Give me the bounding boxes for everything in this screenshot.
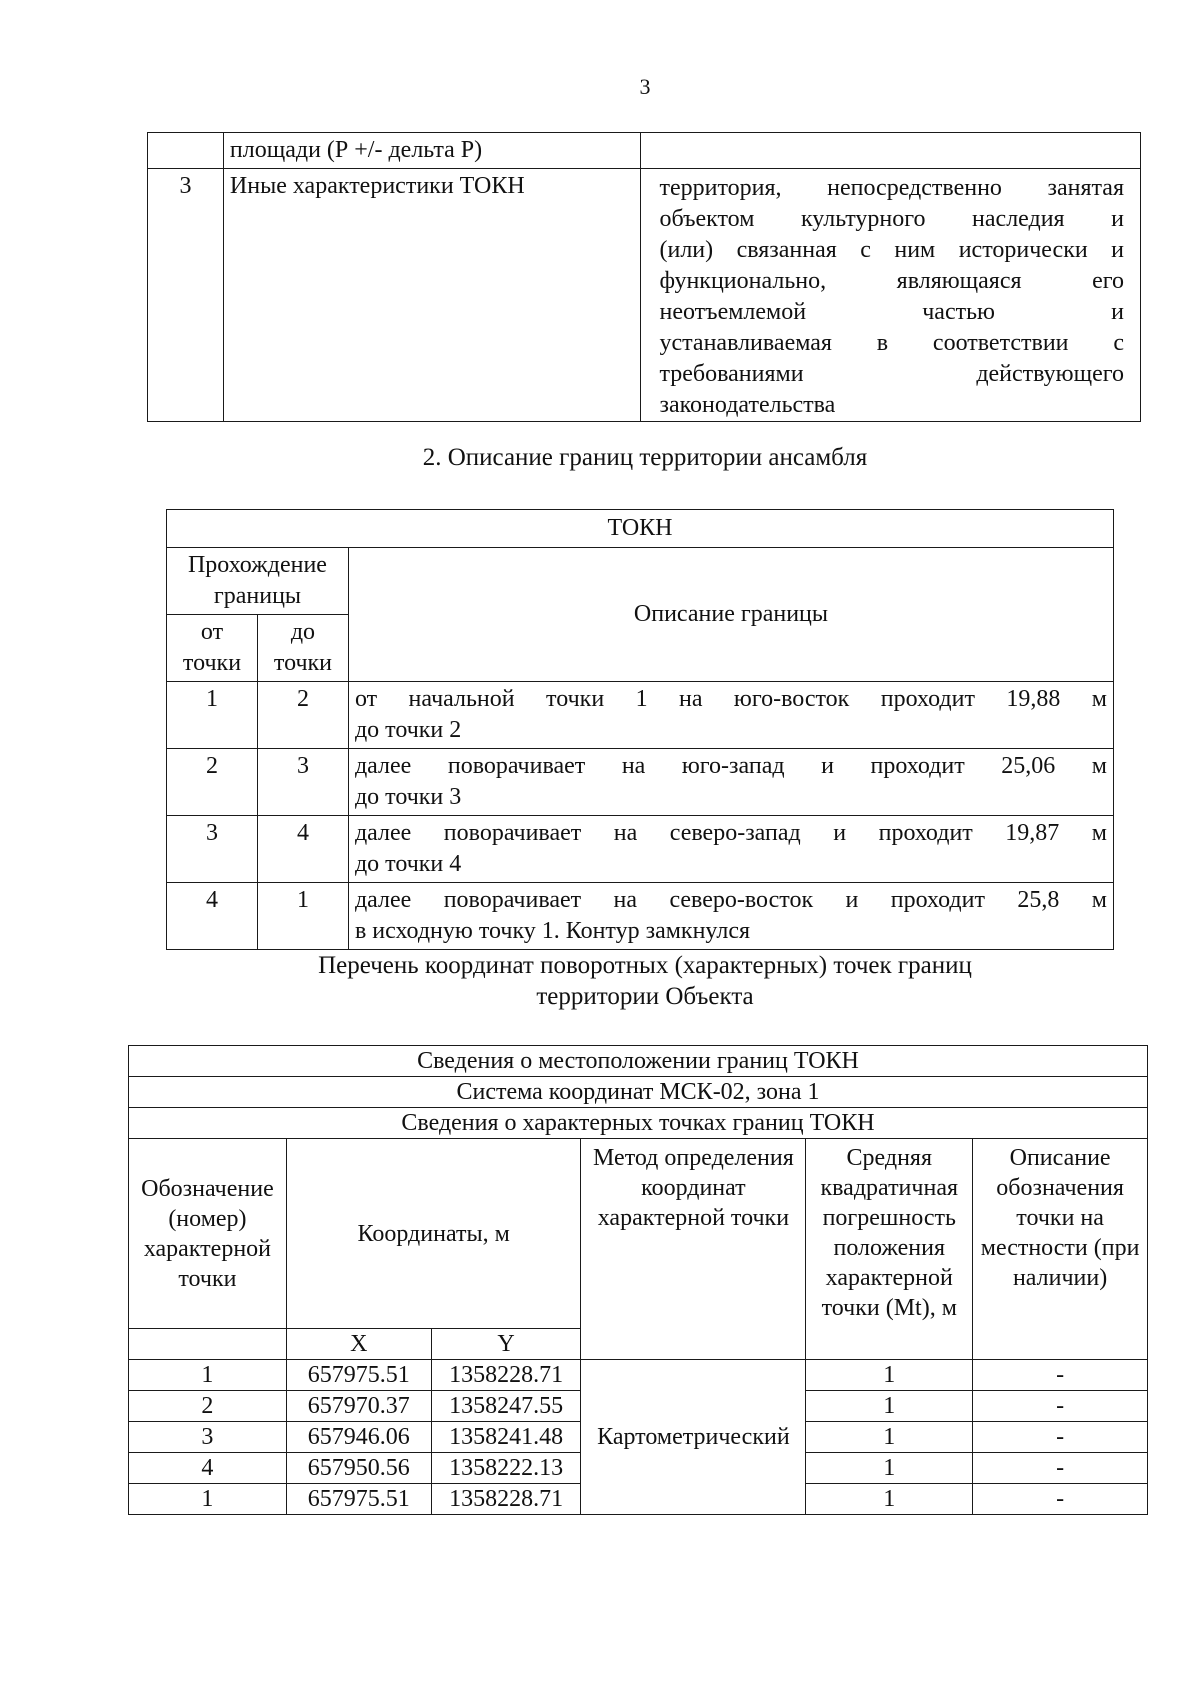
table-row [167, 883, 1114, 950]
table-row [148, 133, 1141, 169]
row-name: Иные характеристики ТОКН [223, 169, 641, 422]
value-line: законодательства [659, 392, 836, 418]
section-title: 2. Описание границ территории ансамбля [422, 444, 868, 471]
table-row [167, 510, 1114, 548]
point-from: 2 [167, 749, 258, 816]
point-desc: - [973, 1391, 1148, 1422]
boundary-desc [348, 816, 1113, 883]
row-number: 3 [148, 169, 224, 422]
point-from: 4 [167, 883, 258, 950]
page-number: 3 [639, 74, 651, 99]
row-value [641, 169, 1141, 422]
coord-y: 1358228.71 [431, 1484, 581, 1515]
coord-x: 657946.06 [286, 1422, 431, 1453]
desc-line: до точки 3 [354, 784, 462, 810]
header-pass: Прохождение границы [167, 548, 349, 615]
row-value [641, 133, 1141, 169]
coords-title-line: территории Объекта [536, 983, 754, 1010]
table-row [167, 548, 1114, 615]
point-from: 1 [167, 682, 258, 749]
point-number: 1 [129, 1484, 287, 1515]
point-from: 3 [167, 816, 258, 883]
value-line: объектом культурного наследия и [659, 206, 1124, 232]
desc-line: далее поворачивает на северо-запад и проходит 19,87 м [354, 820, 1107, 846]
point-number: 1 [129, 1360, 287, 1391]
coord-y: 1358241.48 [431, 1422, 581, 1453]
table-subtitle: Система координат МСК-02, зона 1 [129, 1077, 1148, 1108]
coord-y: 1358222.13 [431, 1453, 581, 1484]
table-row [129, 1108, 1148, 1139]
header-empty [129, 1329, 287, 1360]
table-row [129, 1046, 1148, 1077]
table-row [129, 1139, 1148, 1329]
point-desc: - [973, 1360, 1148, 1391]
coord-x: 657950.56 [286, 1453, 431, 1484]
header-designation: Обозначение (номер) характерной точки [129, 1139, 287, 1329]
table-row [148, 169, 1141, 422]
point-desc: - [973, 1422, 1148, 1453]
table-row [167, 682, 1114, 749]
table-row [167, 749, 1114, 816]
header-desc: Описание границы [348, 548, 1113, 682]
header-from: от точки [167, 615, 258, 682]
coord-x: 657975.51 [286, 1484, 431, 1515]
value-line: территория, непосредственно занятая [659, 175, 1124, 201]
boundary-description-table [166, 509, 1114, 950]
table-title: ТОКН [167, 510, 1114, 548]
desc-line: от начальной точки 1 на юго-восток проходит 19,88 м [354, 686, 1107, 712]
coord-x: 657975.51 [286, 1360, 431, 1391]
value-line: требованиями действующего [659, 361, 1124, 387]
header-error: Средняя квадратичная погрешность положения характерной точки (Mt), м [806, 1139, 973, 1360]
point-to: 1 [257, 883, 348, 950]
point-number: 4 [129, 1453, 287, 1484]
boundary-desc [348, 682, 1113, 749]
coordinates-table [128, 1045, 1148, 1515]
point-number: 3 [129, 1422, 287, 1453]
table-row [167, 816, 1114, 883]
row-number [148, 133, 224, 169]
point-to: 3 [257, 749, 348, 816]
coord-y: 1358247.55 [431, 1391, 581, 1422]
coords-title [0, 950, 1200, 1012]
header-description: Описание обозначения точки на местности (при наличии) [973, 1139, 1148, 1360]
header-y: Y [431, 1329, 581, 1360]
header-x: X [286, 1329, 431, 1360]
table-row [129, 1360, 1148, 1391]
mt-value: 1 [806, 1391, 973, 1422]
table-row [129, 1077, 1148, 1108]
point-desc: - [973, 1453, 1148, 1484]
coord-x: 657970.37 [286, 1391, 431, 1422]
mt-value: 1 [806, 1422, 973, 1453]
desc-line: до точки 2 [354, 717, 462, 743]
desc-line: в исходную точку 1. Контур замкнулся [354, 918, 751, 944]
header-method: Метод определения координат характерной точки [581, 1139, 806, 1360]
desc-line: далее поворачивает на юго-запад и проходит 25,06 м [354, 753, 1107, 779]
mt-value: 1 [806, 1360, 973, 1391]
method-value: Картометрический [581, 1360, 806, 1515]
header-to: до точки [257, 615, 348, 682]
point-to: 2 [257, 682, 348, 749]
table-subtitle: Сведения о характерных точках границ ТОКН [129, 1108, 1148, 1139]
value-line: (или) связанная с ним исторически и [659, 237, 1124, 263]
coord-y: 1358228.71 [431, 1360, 581, 1391]
desc-line: далее поворачивает на северо-восток и проходит 25,8 м [354, 887, 1107, 913]
point-number: 2 [129, 1391, 287, 1422]
header-coords: Координаты, м [286, 1139, 581, 1329]
boundary-desc [348, 883, 1113, 950]
table-title: Сведения о местоположении границ ТОКН [129, 1046, 1148, 1077]
point-to: 4 [257, 816, 348, 883]
desc-line: до точки 4 [354, 851, 462, 877]
mt-value: 1 [806, 1453, 973, 1484]
value-line: функционально, являющаяся его [659, 268, 1124, 294]
row-name: площади (Р +/- дельта Р) [223, 133, 641, 169]
boundary-desc [348, 749, 1113, 816]
value-line: неотъемлемой частью и [659, 299, 1124, 325]
value-line: устанавливаемая в соответствии с [659, 330, 1124, 356]
mt-value: 1 [806, 1484, 973, 1515]
coords-title-line: Перечень координат поворотных (характерных) точек границ [318, 952, 972, 979]
characteristics-table [147, 132, 1141, 422]
point-desc: - [973, 1484, 1148, 1515]
